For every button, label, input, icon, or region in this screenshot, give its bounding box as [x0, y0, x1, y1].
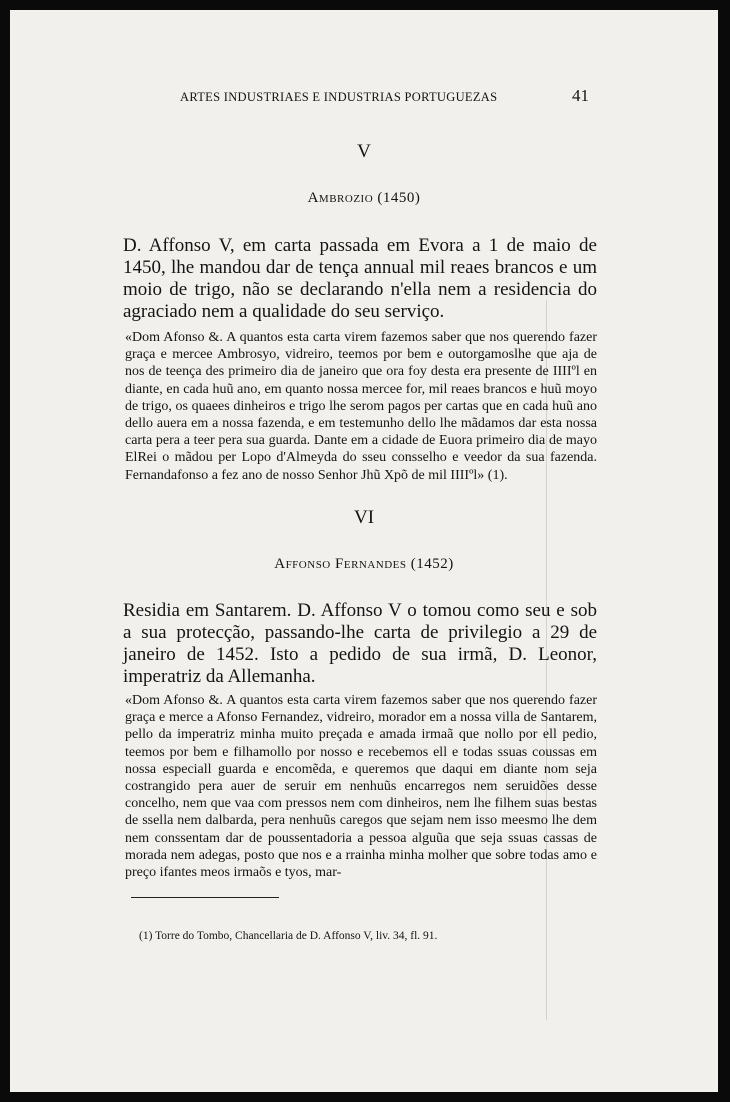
section-numeral-vi: VI [353, 507, 375, 528]
running-header: ARTES INDUSTRIAES E INDUSTRIAS PORTUGUEZAS [180, 90, 498, 104]
entry-title-ambrozio: Ambrozio (1450) [307, 190, 421, 206]
entry-body-affonso-fernandes: Residia em Santarem. D. Affonso V o tomou como seu e sob a sua protecção, passando-lhe carta de privilegio a 29 de janeiro de 1452. Isto a pedido de sua irmã, D. Leonor, imperatriz da Allemanha. [123, 600, 597, 687]
page-number: 41 [572, 86, 589, 105]
document-quote-affonso-fernandes: «Dom Afonso &. A quantos esta carta virem fazemos saber que nos querendo fazer graça e merce a Afonso Fernandez, vidreiro, morador em a nossa villa de Santarem, pello da imperatriz minha muito preçada e amada irmaã que nollo por ell pedio, teemos por bem e filhamollo por nosso e recebemos ell e todas ssuas coussas em nossa especiall guarda e encomẽda, e queremos que daqui em diante nom seja costrangido pera auer de seruir em nenhuũs encarregos nem seruidões desse concelho, nem que vaa com pressos nem com dinheiros, nem lhe filhem suas bestas de ssella nem dalbarda, pera nenhuũs caregos que sejam nem isso meesmo lhe dem nem conssentam dar de poussentadoria a pessoa alguũa que seja ssuas cassas de morada nem adegas, posto que nos e a rrainha minha molher que sobre todas amo e preço ifantes meos irmaõs e tyos, mar- [125, 693, 597, 881]
entry-body-ambrozio: D. Affonso V, em carta passada em Evora a 1 de maio de 1450, lhe mandou dar de tença annual mil reaes brancos e um moio de trigo, não se declarando n'ella nem a residencia do agraciado nem a qualidade do seu serviço. [123, 235, 597, 322]
book-page [10, 10, 718, 1092]
entry-title-affonso-fernandes: Affonso Fernandes (1452) [274, 556, 454, 572]
document-quote-ambrozio: «Dom Afonso &. A quantos esta carta virem fazemos saber que nos querendo fazer graça e mercee Ambrosyo, vidreiro, teemos por bem e outorgamoslhe que aja de nos de teença des primeiro dia de janeiro que ora foy desta era presente de IIIIºl en diante, en cada huũ ano, em quanto nossa mercee for, mil reaes brancos e huũ moyo de trigo, os quaees dinheiros e trigo lhe serom pagos per cartas que en cada huũ ano dello auera em a nossa fazenda, e em testemunho dello lhe mãdamos dar esta nossa carta pera a teer pera sua guarda. Dante em a cidade de Euora primeiro dia de mayo ElRei o mãdou per Lopo d'Almeyda do sseu consselho e veedor da sua fazenda. Fernandafonso a fez ano de nosso Senhor Jhũ Xpõ de mil IIIIºl» (1). [125, 330, 597, 483]
section-numeral-v: V [357, 141, 371, 162]
footnote: (1) Torre do Tombo, Chancellaria de D. Affonso V, liv. 34, fl. 91. [139, 930, 438, 942]
footnote-rule [131, 897, 279, 898]
